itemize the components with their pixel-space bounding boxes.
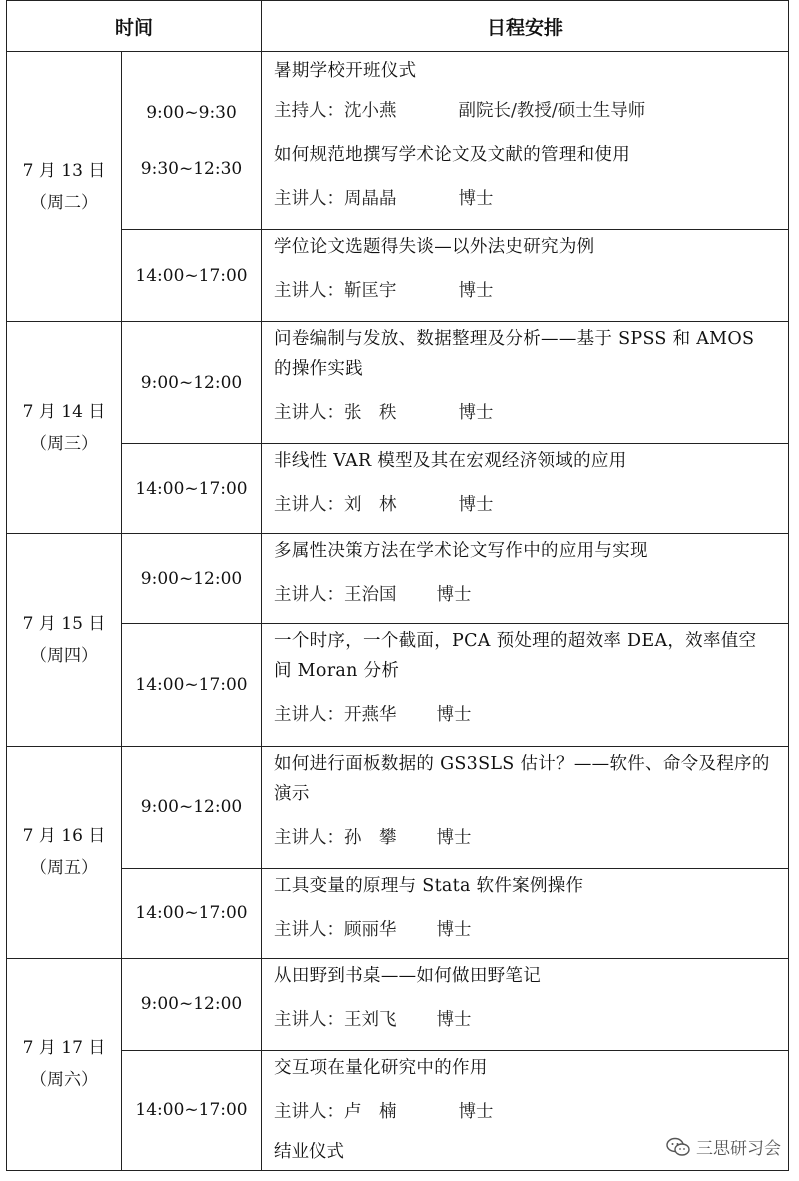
table-row — [7, 230, 789, 322]
speaker-label: 主讲人： — [274, 827, 345, 848]
wechat-icon — [666, 1137, 690, 1157]
speaker-title: 副院长/教授/硕士生导师 — [458, 101, 646, 121]
time-cell — [122, 624, 262, 746]
speaker-title: 博士 — [436, 827, 472, 848]
time-range: 9:00~9:30 — [146, 102, 237, 123]
session-topic: 一个时序，一个截面，PCA 预处理的超效率 DEA，效率值空间 Moran 分析 — [274, 631, 757, 682]
date-cell — [7, 322, 122, 534]
time-cell — [122, 230, 262, 322]
speaker-line — [274, 96, 788, 126]
speaker-line — [274, 700, 788, 730]
table-row — [7, 868, 789, 958]
speaker-name: 开燕华 — [344, 705, 397, 726]
speaker-name: 卢 楠 — [344, 1101, 397, 1122]
weekday: （周四） — [30, 645, 98, 666]
time-range: 9:00~12:00 — [140, 797, 243, 818]
time-cell — [122, 868, 262, 958]
speaker-label: 主讲人： — [274, 1101, 345, 1122]
date: 7 月 16 日 — [22, 826, 106, 847]
watermark — [666, 1134, 781, 1159]
speaker-label: 主讲人： — [274, 1009, 345, 1030]
speaker-label: 主讲人： — [274, 189, 345, 209]
time-cell — [122, 534, 262, 624]
table-row — [7, 322, 789, 444]
session-topic: 问卷编制与发放、数据整理及分析——基于 SPSS 和 AMOS 的操作实践 — [274, 329, 755, 380]
speaker-line — [274, 490, 788, 520]
speaker-name: 王治国 — [344, 585, 397, 606]
speaker-label: 主讲人： — [274, 495, 345, 516]
speaker-label: 主讲人： — [274, 281, 345, 302]
header-row — [7, 1, 789, 52]
speaker-name: 靳匡宇 — [344, 281, 397, 302]
session-topic: 从田野到书桌——如何做田野笔记 — [274, 965, 542, 986]
time-cell — [122, 322, 262, 444]
speaker-line — [274, 184, 788, 214]
session-topic: 交互项在量化研究中的作用 — [274, 1057, 488, 1078]
time-range: 14:00~17:00 — [135, 1100, 248, 1121]
session-topic: 如何进行面板数据的 GS3SLS 估计？——软件、命令及程序的演示 — [274, 753, 770, 804]
time-range: 14:00~17:00 — [135, 903, 248, 924]
session-topic: 多属性决策方法在学术论文写作中的应用与实现 — [274, 541, 648, 562]
content-cell — [262, 322, 789, 444]
speaker-title: 博士 — [458, 281, 494, 302]
schedule-table — [6, 0, 789, 1171]
speaker-label: 主讲人： — [274, 403, 345, 424]
speaker-line — [274, 1005, 788, 1035]
time-range: 14:00~17:00 — [135, 265, 248, 286]
speaker-title: 博士 — [458, 403, 494, 424]
time-range: 9:00~12:00 — [140, 994, 243, 1015]
speaker-line — [274, 580, 788, 610]
header-schedule: 日程安排 — [262, 1, 789, 52]
session-topic: 非线性 VAR 模型及其在宏观经济领域的应用 — [274, 451, 627, 472]
date-cell — [7, 52, 122, 322]
speaker-line — [274, 823, 788, 853]
date: 7 月 15 日 — [22, 613, 106, 634]
date: 7 月 14 日 — [22, 401, 106, 422]
speaker-name: 孙 攀 — [344, 827, 397, 848]
time-cell — [122, 958, 262, 1050]
speaker-line — [274, 915, 788, 945]
table-row — [7, 746, 789, 868]
session-topic: 暑期学校开班仪式 — [274, 61, 417, 81]
speaker-label: 主讲人： — [274, 705, 345, 726]
content-cell — [262, 746, 789, 868]
speaker-label: 主讲人： — [274, 919, 345, 940]
content-cell — [262, 958, 789, 1050]
time-range: 14:00~17:00 — [135, 675, 248, 696]
header-time: 时间 — [7, 1, 262, 52]
speaker-line — [274, 398, 788, 428]
speaker-title: 博士 — [436, 1009, 472, 1030]
content-cell — [262, 868, 789, 958]
time-range: 9:00~12:00 — [140, 372, 243, 393]
time-range: 14:00~17:00 — [135, 478, 248, 499]
table-row — [7, 624, 789, 746]
date: 7 月 13 日 — [22, 160, 106, 181]
date-cell — [7, 958, 122, 1170]
closing-ceremony: 结业仪式 — [274, 1141, 345, 1162]
speaker-title: 博士 — [436, 705, 472, 726]
speaker-title: 博士 — [458, 495, 494, 516]
speaker-line — [274, 1097, 788, 1127]
date: 7 月 17 日 — [22, 1038, 106, 1059]
speaker-line — [274, 276, 788, 306]
speaker-name: 周晶晶 — [344, 189, 397, 209]
speaker-title: 博士 — [436, 585, 472, 606]
table-row — [7, 52, 789, 230]
content-cell — [262, 230, 789, 322]
speaker-title: 博士 — [458, 1101, 494, 1122]
content-cell — [262, 534, 789, 624]
date-cell — [7, 746, 122, 958]
date-cell — [7, 534, 122, 746]
time-range: 9:00~12:00 — [140, 568, 243, 589]
time-cell — [122, 746, 262, 868]
table-row — [7, 444, 789, 534]
table-row — [7, 534, 789, 624]
time-cell — [122, 52, 262, 230]
time-cell — [122, 1050, 262, 1170]
table-row — [7, 958, 789, 1050]
speaker-name: 顾丽华 — [344, 919, 397, 940]
speaker-name: 王刘飞 — [344, 1009, 397, 1030]
speaker-name: 沈小燕 — [344, 101, 397, 121]
time-cell — [122, 444, 262, 534]
weekday: （周六） — [30, 1070, 98, 1091]
speaker-title: 博士 — [436, 919, 472, 940]
content-cell — [262, 624, 789, 746]
weekday: （周二） — [30, 192, 98, 213]
weekday: （周三） — [30, 433, 98, 454]
content-cell — [262, 52, 789, 230]
session-topic: 工具变量的原理与 Stata 软件案例操作 — [274, 875, 584, 896]
speaker-label: 主讲人： — [274, 585, 345, 606]
watermark-text: 三思研习会 — [696, 1139, 781, 1159]
content-cell — [262, 444, 789, 534]
time-range: 9:30~12:30 — [140, 158, 243, 179]
speaker-name: 张 秩 — [344, 403, 397, 424]
speaker-label: 主持人： — [274, 101, 345, 121]
speaker-name: 刘 林 — [344, 495, 397, 516]
session-topic: 学位论文选题得失谈—以外法史研究为例 — [274, 237, 595, 258]
weekday: （周五） — [30, 858, 98, 879]
speaker-title: 博士 — [458, 189, 494, 209]
session-topic: 如何规范地撰写学术论文及文献的管理和使用 — [274, 145, 631, 165]
